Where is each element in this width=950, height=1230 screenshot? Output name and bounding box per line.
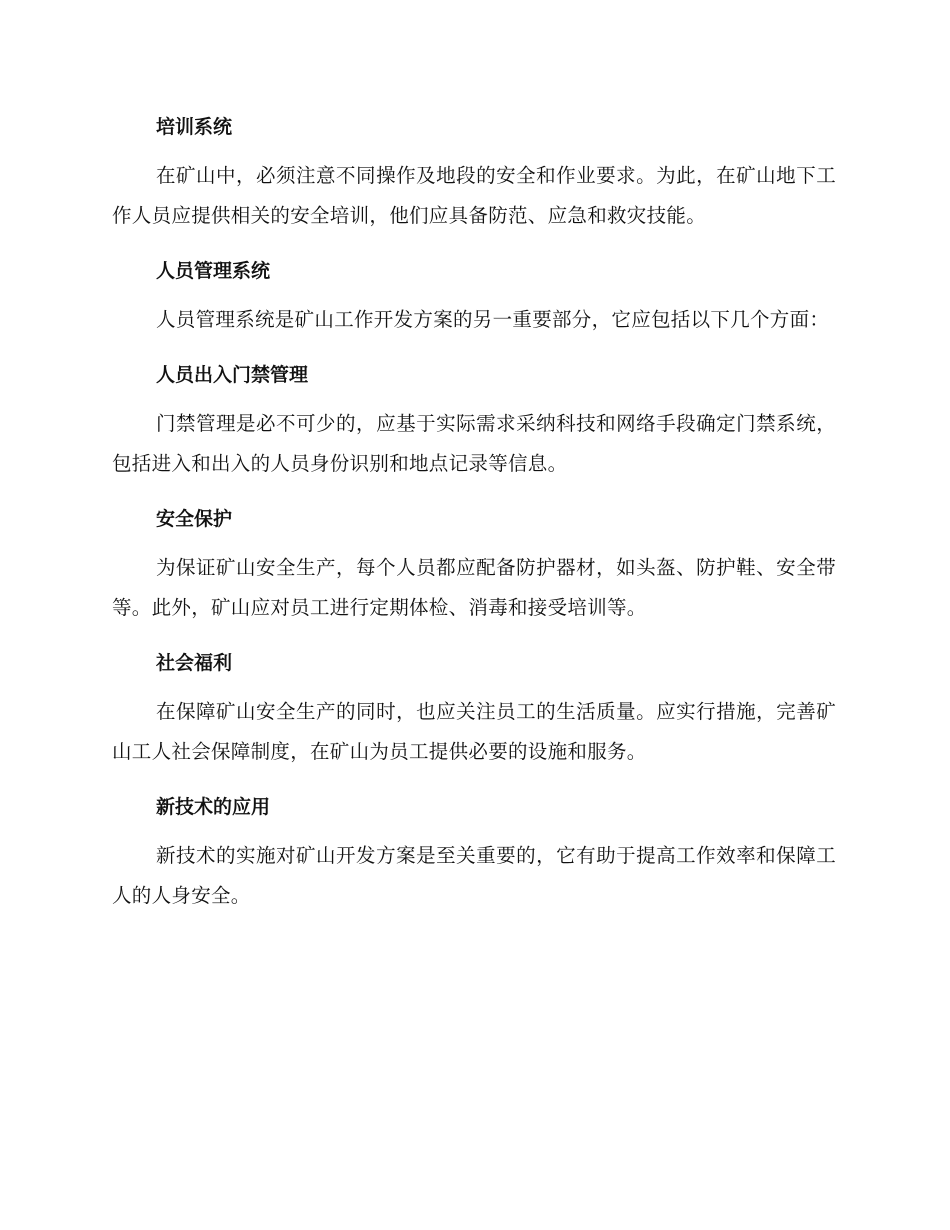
section-paragraph-training: 在矿山中，必须注意不同操作及地段的安全和作业要求。为此，在矿山地下工作人员应提供相关的安全培训，他们应具备防范、应急和救灾技能。 (112, 164, 836, 227)
section-heading-new-technology: 新技术的应用 (156, 796, 271, 818)
section-paragraph-access-control: 门禁管理是必不可少的，应基于实际需求采纳科技和网络手段确定门禁系统，包括进入和出入的人员身份识别和地点记录等信息。 (112, 412, 836, 475)
section-heading-safety-protection: 安全保护 (156, 508, 233, 530)
section-paragraph-social-welfare: 在保障矿山安全生产的同时，也应关注员工的生活质量。应实行措施，完善矿山工人社会保障制度，在矿山为员工提供必要的设施和服务。 (112, 700, 836, 763)
section-paragraph-new-technology: 新技术的实施对矿山开发方案是至关重要的，它有助于提高工作效率和保障工人的人身安全。 (112, 844, 836, 907)
section-heading-training: 培训系统 (156, 116, 233, 138)
section-heading-social-welfare: 社会福利 (156, 652, 233, 674)
document-body (112, 106, 836, 930)
section-heading-access-control: 人员出入门禁管理 (156, 364, 309, 386)
section-heading-personnel-management: 人员管理系统 (156, 260, 271, 282)
section-paragraph-personnel-management: 人员管理系统是矿山工作开发方案的另一重要部分，它应包括以下几个方面： (156, 308, 830, 331)
section-paragraph-safety-protection: 为保证矿山安全生产，每个人员都应配备防护器材，如头盔、防护鞋、安全带等。此外，矿山应对员工进行定期体检、消毒和接受培训等。 (112, 556, 836, 619)
